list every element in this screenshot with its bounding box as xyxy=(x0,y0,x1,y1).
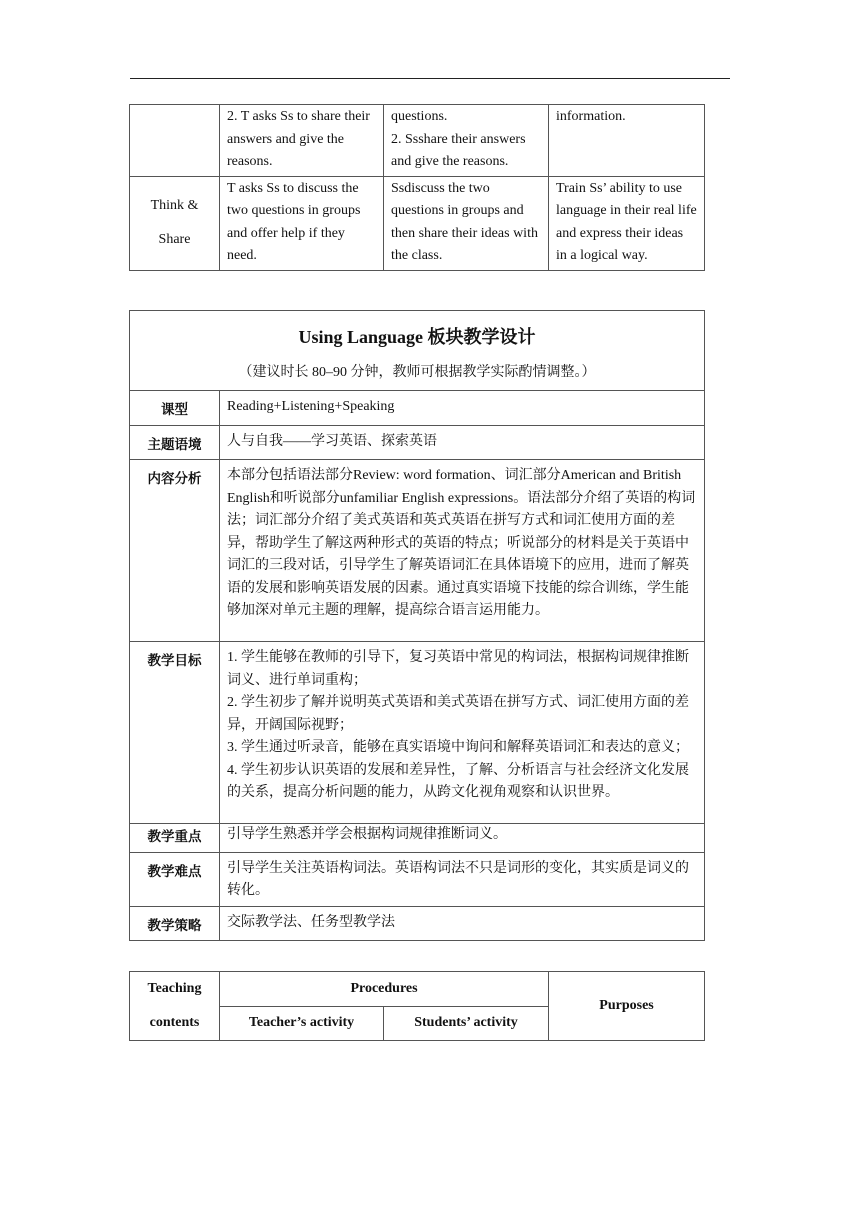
students-activity-cell: questions. 2. Ssshare their answers and give the reasons. xyxy=(384,105,549,177)
students-activity-cell: Ssdiscuss the two questions in groups and then share their ideas with the class. xyxy=(384,176,549,270)
objective-item: 1. 学生能够在教师的引导下，复习英语中常见的构词法，根据构词规律推断词义、进行单词重构； xyxy=(227,650,689,688)
row-label: 教学难点 xyxy=(130,852,220,906)
table-row xyxy=(130,460,705,642)
title-cell xyxy=(130,311,705,391)
teaching-content-cell xyxy=(130,105,220,177)
table-row xyxy=(130,642,705,824)
table-row xyxy=(130,852,705,906)
row-label: 内容分析 xyxy=(130,460,220,642)
teacher-activity-cell: 2. T asks Ss to share their answers and give the reasons. xyxy=(220,105,384,177)
title-row xyxy=(130,311,705,391)
section-title: Using Language 板块教学设计 xyxy=(298,327,536,347)
purposes-header: Purposes xyxy=(549,972,705,1041)
students-activity-header: Students’ activity xyxy=(384,1007,549,1041)
table-row xyxy=(130,176,705,270)
teaching-content-cell: Think & Share xyxy=(130,176,220,270)
objective-item: 4. 学生初步认识英语的发展和差异性，了解、分析语言与社会经济文化发展的关系，提高分析问题的能力，从跨文化视角观察和认识世界。 xyxy=(227,762,689,800)
purposes-cell: Train Ss’ ability to use language in their real life and express their ideas in a logical way. xyxy=(549,176,705,270)
lesson-design-table xyxy=(129,310,705,941)
table-row xyxy=(130,105,705,177)
row-value: 本部分包括语法部分Review: word formation、词汇部分American and British English和听说部分unfamiliar English expressions。语法部分介绍了英语的构词法；词汇部分介绍了美式英语和英式英语在拼写方式和词汇使用方面的差异，帮助学生了解这两种形式的英语的特点；听说部分的材料是关于英语中词汇的三段对话，引导学生了解英语词汇在具体语境下的应用，进而了解英语的发展和影响英语发展的因素。通过真实语境下技能的综合训练，学生能够加深对单元主题的理解，提高综合语言运用能力。 xyxy=(220,460,705,642)
teaching-contents-header: Teaching contents xyxy=(130,972,220,1041)
procedures-header: Procedures xyxy=(220,972,549,1007)
procedures-header-table xyxy=(129,971,705,1041)
procedures-table-continued xyxy=(129,104,705,271)
row-label: 教学目标 xyxy=(130,642,220,824)
teacher-activity-cell: T asks Ss to discuss the two questions in groups and offer help if they need. xyxy=(220,176,384,270)
table-row xyxy=(130,391,705,426)
row-value: 人与自我——学习英语、探索英语 xyxy=(220,425,705,460)
objective-item: 2. 学生初步了解并说明英式英语和美式英语在拼写方式、词汇使用方面的差异，开阔国际视野； xyxy=(227,695,689,733)
table-row xyxy=(130,425,705,460)
purposes-cell: information. xyxy=(549,105,705,177)
row-value: 交际教学法、任务型教学法 xyxy=(220,906,705,941)
row-value: Reading+Listening+Speaking xyxy=(220,391,705,426)
row-label: 课型 xyxy=(130,391,220,426)
table-row xyxy=(130,824,705,853)
table-row xyxy=(130,906,705,941)
row-label: 教学策略 xyxy=(130,906,220,941)
objective-item: 3. 学生通过听录音，能够在真实语境中询问和解释英语词汇和表达的意义； xyxy=(227,740,689,755)
section-subtitle: （建议时长 80–90 分钟，教师可根据教学实际酌情调整。） xyxy=(238,365,596,380)
table-header-row xyxy=(130,972,705,1007)
row-value: 引导学生熟悉并学会根据构词规律推断词义。 xyxy=(220,824,705,853)
row-label: 主题语境 xyxy=(130,425,220,460)
teacher-activity-header: Teacher’s activity xyxy=(220,1007,384,1041)
header-rule xyxy=(130,78,730,79)
row-label: 教学重点 xyxy=(130,824,220,853)
objectives-list xyxy=(220,642,705,824)
row-value: 引导学生关注英语构词法。英语构词法不只是词形的变化，其实质是词义的转化。 xyxy=(220,852,705,906)
